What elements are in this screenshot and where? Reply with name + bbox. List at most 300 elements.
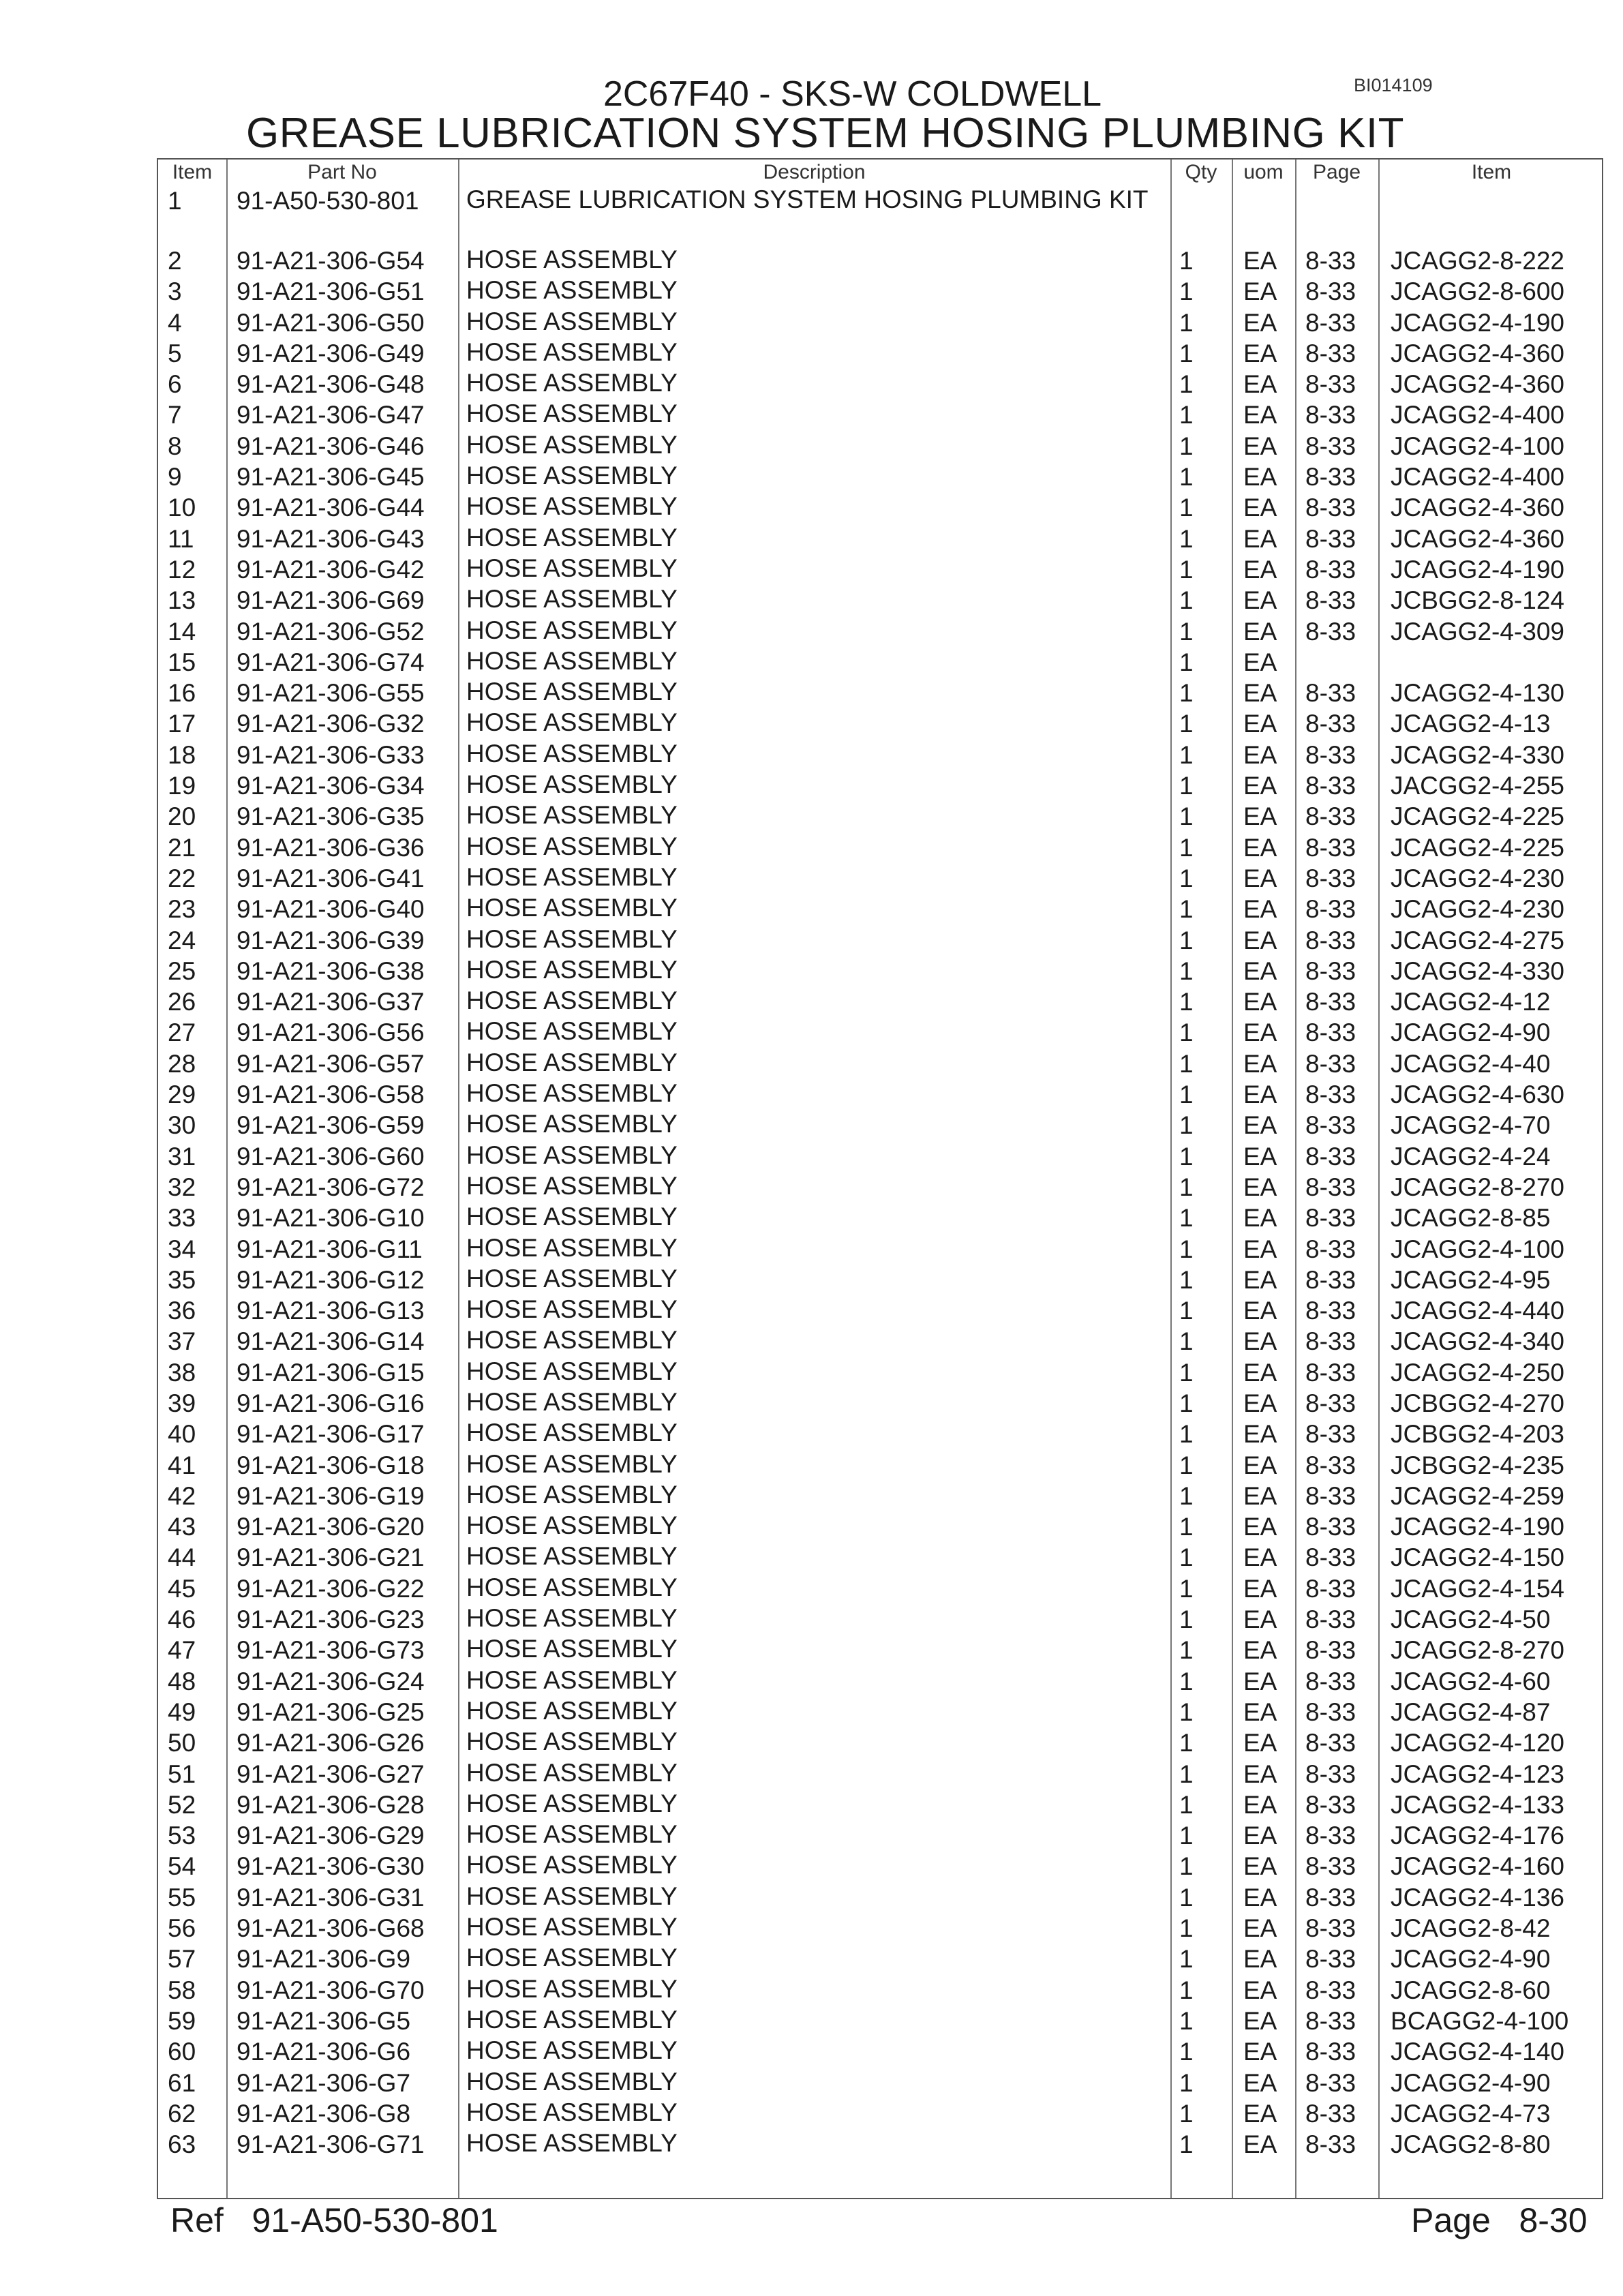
table-row <box>158 1820 1602 1851</box>
row-description: HOSE ASSEMBLY <box>466 1665 678 1694</box>
row-item-code: JCAGG2-4-259 <box>1391 1481 1564 1510</box>
row-part-number: 91-A21-306-G21 <box>237 1543 425 1572</box>
row-quantity: 1 <box>1179 339 1194 367</box>
table-row <box>158 585 1602 616</box>
row-item-code: JCAGG2-4-12 <box>1391 988 1551 1016</box>
table-row <box>158 1234 1602 1265</box>
row-part-number: 91-A21-306-G9 <box>237 1945 411 1974</box>
row-quantity: 1 <box>1179 1111 1194 1140</box>
row-item-code: JCAGG2-4-160 <box>1391 1852 1564 1881</box>
row-quantity: 1 <box>1179 1018 1194 1047</box>
row-description: HOSE ASSEMBLY <box>466 1357 678 1385</box>
row-item-code: JCAGG2-4-140 <box>1391 2038 1564 2066</box>
row-item-code: JCAGG2-4-340 <box>1391 1327 1564 1356</box>
table-row <box>158 1759 1602 1789</box>
row-item-number: 32 <box>168 1173 196 1201</box>
row-quantity: 1 <box>1179 370 1194 399</box>
table-row <box>158 925 1602 956</box>
row-item-code: JCAGG2-4-630 <box>1391 1081 1564 1109</box>
row-quantity: 1 <box>1179 1081 1194 1109</box>
row-part-number: 91-A21-306-G56 <box>237 1018 425 1047</box>
row-part-number: 91-A21-306-G51 <box>237 277 425 306</box>
row-page-reference: 8-33 <box>1305 772 1356 800</box>
row-page-reference: 8-33 <box>1305 1697 1356 1726</box>
row-item-number: 16 <box>168 679 196 708</box>
table-row <box>158 1851 1602 1882</box>
row-description: HOSE ASSEMBLY <box>466 1141 678 1169</box>
row-page-reference: 8-33 <box>1305 833 1356 862</box>
row-description: HOSE ASSEMBLY <box>466 523 678 552</box>
row-page-reference: 8-33 <box>1305 1822 1356 1850</box>
table-row <box>158 431 1602 462</box>
row-part-number: 91-A21-306-G43 <box>237 524 425 553</box>
row-unit-of-measure: EA <box>1243 1729 1277 1757</box>
row-item-code: JCAGG2-8-80 <box>1391 2130 1551 2159</box>
row-item-code: JCAGG2-4-40 <box>1391 1049 1551 1078</box>
row-unit-of-measure: EA <box>1243 2068 1277 2097</box>
row-item-code: JCAGG2-4-176 <box>1391 1822 1564 1850</box>
row-page-reference: 8-33 <box>1305 2099 1356 2128</box>
row-page-reference: 8-33 <box>1305 1081 1356 1109</box>
row-page-reference: 8-33 <box>1305 1605 1356 1634</box>
column-header-ref-item: Item <box>1471 161 1512 183</box>
row-item-code: JACGG2-4-255 <box>1391 772 1564 800</box>
row-page-reference: 8-33 <box>1305 1790 1356 1819</box>
row-item-number: 57 <box>168 1945 196 1974</box>
row-item-number: 41 <box>168 1451 196 1479</box>
table-row <box>158 863 1602 894</box>
row-item-number: 12 <box>168 555 196 584</box>
row-page-reference: 8-33 <box>1305 740 1356 769</box>
row-quantity: 1 <box>1179 1759 1194 1788</box>
row-item-number: 53 <box>168 1822 196 1850</box>
row-item-number: 40 <box>168 1420 196 1449</box>
row-part-number: 91-A21-306-G12 <box>237 1265 425 1294</box>
row-part-number: 91-A21-306-G72 <box>237 1173 425 1201</box>
table-row <box>158 1203 1602 1233</box>
row-item-code: JCAGG2-4-50 <box>1391 1605 1551 1634</box>
row-page-reference: 8-33 <box>1305 710 1356 738</box>
row-description: HOSE ASSEMBLY <box>466 1758 678 1787</box>
row-quantity: 1 <box>1179 1173 1194 1201</box>
row-item-number: 19 <box>168 772 196 800</box>
row-item-number: 51 <box>168 1759 196 1788</box>
row-item-number: 20 <box>168 802 196 831</box>
row-page-reference: 8-33 <box>1305 1235 1356 1263</box>
row-quantity: 1 <box>1179 1574 1194 1603</box>
row-item-number: 59 <box>168 2006 196 2035</box>
row-unit-of-measure: EA <box>1243 1822 1277 1850</box>
row-page-reference: 8-33 <box>1305 802 1356 831</box>
row-item-code: JCAGG2-4-90 <box>1391 1945 1551 1974</box>
row-description: HOSE ASSEMBLY <box>466 1851 678 1879</box>
row-unit-of-measure: EA <box>1243 833 1277 862</box>
row-item-number: 37 <box>168 1327 196 1356</box>
row-unit-of-measure: EA <box>1243 2130 1277 2159</box>
row-quantity: 1 <box>1179 1327 1194 1356</box>
row-unit-of-measure: EA <box>1243 1883 1277 1912</box>
row-unit-of-measure: EA <box>1243 1605 1277 1634</box>
row-item-number: 21 <box>168 833 196 862</box>
row-unit-of-measure: EA <box>1243 956 1277 985</box>
row-page-reference: 8-33 <box>1305 1204 1356 1233</box>
row-item-number: 24 <box>168 926 196 954</box>
table-row <box>158 1944 1602 1974</box>
row-quantity: 1 <box>1179 1729 1194 1757</box>
row-item-code: JCAGG2-4-330 <box>1391 956 1564 985</box>
row-description: HOSE ASSEMBLY <box>466 1573 678 1601</box>
footer-reference: Ref 91-A50-530-801 <box>170 2201 498 2239</box>
row-description: HOSE ASSEMBLY <box>466 1511 678 1540</box>
row-page-reference: 8-33 <box>1305 1914 1356 1943</box>
column-header-description: Description <box>763 161 866 183</box>
row-item-code: JCAGG2-4-154 <box>1391 1574 1564 1603</box>
row-page-reference: 8-33 <box>1305 277 1356 306</box>
row-page-reference: 8-33 <box>1305 2038 1356 2066</box>
table-row <box>158 1172 1602 1203</box>
row-quantity: 1 <box>1179 833 1194 862</box>
row-part-number: 91-A21-306-G38 <box>237 956 425 985</box>
row-item-number: 52 <box>168 1790 196 1819</box>
row-description: HOSE ASSEMBLY <box>466 1264 678 1293</box>
row-item-code: JCAGG2-4-87 <box>1391 1697 1551 1726</box>
document-title: GREASE LUBRICATION SYSTEM HOSING PLUMBING KIT <box>245 110 1405 157</box>
row-item-code: JCAGG2-4-130 <box>1391 679 1564 708</box>
row-page-reference: 8-33 <box>1305 308 1356 337</box>
row-item-code: JCAGG2-4-190 <box>1391 555 1564 584</box>
row-quantity: 1 <box>1179 1235 1194 1263</box>
row-item-code: JCBGG2-4-235 <box>1391 1451 1564 1479</box>
row-description: HOSE ASSEMBLY <box>466 1789 678 1817</box>
row-description: HOSE ASSEMBLY <box>466 554 678 582</box>
row-unit-of-measure: EA <box>1243 1265 1277 1294</box>
row-description: HOSE ASSEMBLY <box>466 1110 678 1138</box>
row-quantity: 1 <box>1179 247 1194 275</box>
row-part-number: 91-A21-306-G27 <box>237 1759 425 1788</box>
row-page-reference: 8-33 <box>1305 895 1356 924</box>
row-unit-of-measure: EA <box>1243 1976 1277 2004</box>
row-item-code: JCAGG2-4-73 <box>1391 2099 1551 2128</box>
row-page-reference: 8-33 <box>1305 1420 1356 1449</box>
row-page-reference: 8-33 <box>1305 524 1356 553</box>
document-subtitle: 2C67F40 - SKS-W COLDWELL <box>603 74 1102 114</box>
row-description: HOSE ASSEMBLY <box>466 955 678 984</box>
row-page-reference: 8-33 <box>1305 617 1356 646</box>
row-unit-of-measure: EA <box>1243 277 1277 306</box>
row-item-number: 9 <box>168 463 182 492</box>
table-row <box>158 708 1602 739</box>
table-row <box>158 770 1602 801</box>
row-page-reference: 8-33 <box>1305 401 1356 429</box>
row-item-number: 14 <box>168 617 196 646</box>
row-quantity: 1 <box>1179 555 1194 584</box>
document-id: BI014109 <box>1354 75 1433 95</box>
table-row <box>158 369 1602 399</box>
row-page-reference: 8-33 <box>1305 1667 1356 1695</box>
table-row <box>158 986 1602 1017</box>
row-item-code: JCAGG2-4-360 <box>1391 339 1564 367</box>
row-part-number: 91-A21-306-G29 <box>237 1822 425 1850</box>
row-item-number: 36 <box>168 1297 196 1325</box>
row-description: HOSE ASSEMBLY <box>466 1171 678 1200</box>
row-part-number: 91-A21-306-G18 <box>237 1451 425 1479</box>
row-part-number: 91-A21-306-G60 <box>237 1142 425 1170</box>
row-page-reference: 8-33 <box>1305 586 1356 615</box>
table-row <box>158 894 1602 924</box>
row-unit-of-measure: EA <box>1243 740 1277 769</box>
row-item-code: JCAGG2-4-360 <box>1391 494 1564 522</box>
row-part-number: 91-A21-306-G5 <box>237 2006 411 2035</box>
row-description: HOSE ASSEMBLY <box>466 430 678 459</box>
table-row <box>158 2129 1602 2160</box>
column-header-page: Page <box>1312 161 1361 183</box>
row-item-code: JCBGG2-4-203 <box>1391 1420 1564 1449</box>
row-part-number: 91-A21-306-G17 <box>237 1420 425 1449</box>
table-row <box>158 956 1602 986</box>
row-quantity: 1 <box>1179 2038 1194 2066</box>
row-description: HOSE ASSEMBLY <box>466 1820 678 1849</box>
row-quantity: 1 <box>1179 463 1194 492</box>
row-page-reference: 8-33 <box>1305 370 1356 399</box>
row-part-number: 91-A21-306-G8 <box>237 2099 411 2128</box>
row-item-number: 50 <box>168 1729 196 1757</box>
row-item-number: 34 <box>168 1235 196 1263</box>
row-description: HOSE ASSEMBLY <box>466 1295 678 1324</box>
row-quantity: 1 <box>1179 802 1194 831</box>
table-row <box>158 307 1602 338</box>
row-part-number: 91-A21-306-G36 <box>237 833 425 862</box>
row-description: HOSE ASSEMBLY <box>466 1974 678 2003</box>
row-page-reference: 8-33 <box>1305 1945 1356 1974</box>
row-description: HOSE ASSEMBLY <box>466 245 678 273</box>
row-part-number: 91-A21-306-G15 <box>237 1358 425 1387</box>
table-row <box>158 1450 1602 1481</box>
row-quantity: 1 <box>1179 1204 1194 1233</box>
table-row <box>158 801 1602 832</box>
row-item-code: JCAGG2-4-133 <box>1391 1790 1564 1819</box>
row-description: HOSE ASSEMBLY <box>466 1387 678 1416</box>
row-part-number: 91-A21-306-G54 <box>237 247 425 275</box>
row-quantity: 1 <box>1179 2006 1194 2035</box>
row-unit-of-measure: EA <box>1243 401 1277 429</box>
row-description: HOSE ASSEMBLY <box>466 462 678 490</box>
row-description: HOSE ASSEMBLY <box>466 678 678 706</box>
table-row <box>158 1110 1602 1141</box>
row-unit-of-measure: EA <box>1243 308 1277 337</box>
row-part-number: 91-A21-306-G13 <box>237 1297 425 1325</box>
row-part-number: 91-A21-306-G39 <box>237 926 425 954</box>
row-description: HOSE ASSEMBLY <box>466 585 678 614</box>
table-row <box>158 1017 1602 1048</box>
row-item-code: JCAGG2-4-95 <box>1391 1265 1551 1294</box>
row-description: HOSE ASSEMBLY <box>466 369 678 397</box>
row-page-reference: 8-33 <box>1305 1142 1356 1170</box>
column-header-uom: uom <box>1243 161 1284 183</box>
table-row <box>158 1727 1602 1758</box>
row-part-number: 91-A21-306-G71 <box>237 2130 425 2159</box>
row-item-code: JCAGG2-8-85 <box>1391 1204 1551 1233</box>
row-description: HOSE ASSEMBLY <box>466 1449 678 1478</box>
row-page-reference: 8-33 <box>1305 864 1356 892</box>
row-item-code: JCAGG2-4-360 <box>1391 370 1564 399</box>
table-row <box>158 740 1602 770</box>
row-page-reference: 8-33 <box>1305 1729 1356 1757</box>
row-part-number: 91-A21-306-G23 <box>237 1605 425 1634</box>
table-row <box>158 1388 1602 1419</box>
row-unit-of-measure: EA <box>1243 772 1277 800</box>
table-row <box>158 2036 1602 2067</box>
row-item-number: 15 <box>168 648 196 676</box>
row-unit-of-measure: EA <box>1243 617 1277 646</box>
row-page-reference: 8-33 <box>1305 1265 1356 1294</box>
row-item-number: 17 <box>168 710 196 738</box>
row-description: HOSE ASSEMBLY <box>466 1048 678 1076</box>
row-part-number: 91-A21-306-G40 <box>237 895 425 924</box>
row-part-number: 91-A21-306-G49 <box>237 339 425 367</box>
row-item-code: JCAGG2-4-190 <box>1391 308 1564 337</box>
row-quantity: 1 <box>1179 432 1194 460</box>
row-quantity: 1 <box>1179 1142 1194 1170</box>
row-description: HOSE ASSEMBLY <box>466 2067 678 2096</box>
row-quantity: 1 <box>1179 308 1194 337</box>
parts-table <box>157 158 1603 2199</box>
row-item-number: 4 <box>168 308 182 337</box>
row-item-code: JCAGG2-4-400 <box>1391 463 1564 492</box>
row-item-number: 39 <box>168 1389 196 1417</box>
table-row <box>158 2098 1602 2129</box>
row-page-reference: 8-33 <box>1305 1513 1356 1541</box>
row-part-number: 91-A21-306-G48 <box>237 370 425 399</box>
row-item-number: 33 <box>168 1204 196 1233</box>
row-quantity: 1 <box>1179 1697 1194 1726</box>
row-quantity: 1 <box>1179 1945 1194 1974</box>
row-item-number: 5 <box>168 339 182 367</box>
row-item-number: 38 <box>168 1358 196 1387</box>
row-quantity: 1 <box>1179 524 1194 553</box>
row-unit-of-measure: EA <box>1243 1636 1277 1665</box>
row-quantity: 1 <box>1179 1822 1194 1850</box>
row-part-number: 91-A21-306-G44 <box>237 494 425 522</box>
table-row <box>158 1542 1602 1573</box>
row-description: HOSE ASSEMBLY <box>466 616 678 644</box>
row-item-number: 61 <box>168 2068 196 2097</box>
row-item-number: 63 <box>168 2130 196 2159</box>
row-item-code: BCAGG2-4-100 <box>1391 2006 1569 2035</box>
row-unit-of-measure: EA <box>1243 524 1277 553</box>
table-row <box>158 1666 1602 1697</box>
row-item-code: JCAGG2-4-120 <box>1391 1729 1564 1757</box>
row-part-number: 91-A21-306-G6 <box>237 2038 411 2066</box>
column-header-qty: Qty <box>1185 161 1217 183</box>
table-row <box>158 1604 1602 1635</box>
row-page-reference: 8-33 <box>1305 463 1356 492</box>
row-item-number: 6 <box>168 370 182 399</box>
row-item-number: 23 <box>168 895 196 924</box>
row-description: HOSE ASSEMBLY <box>466 2036 678 2065</box>
row-item-number: 55 <box>168 1883 196 1912</box>
row-part-number: 91-A21-306-G73 <box>237 1636 425 1665</box>
row-unit-of-measure: EA <box>1243 1111 1277 1140</box>
row-item-code: JCAGG2-4-123 <box>1391 1759 1564 1788</box>
row-item-code: JCAGG2-8-270 <box>1391 1173 1564 1201</box>
row-quantity: 1 <box>1179 710 1194 738</box>
row-unit-of-measure: EA <box>1243 1018 1277 1047</box>
row-item-code: JCAGG2-8-42 <box>1391 1914 1551 1943</box>
row-item-number: 44 <box>168 1543 196 1572</box>
table-row <box>158 678 1602 708</box>
row-quantity: 1 <box>1179 740 1194 769</box>
row-page-reference: 8-33 <box>1305 988 1356 1016</box>
row-unit-of-measure: EA <box>1243 1297 1277 1325</box>
row-unit-of-measure: EA <box>1243 648 1277 676</box>
row-part-number: 91-A21-306-G58 <box>237 1081 425 1109</box>
table-row <box>158 1295 1602 1326</box>
row-unit-of-measure: EA <box>1243 432 1277 460</box>
row-part-number: 91-A21-306-G14 <box>237 1327 425 1356</box>
row-quantity: 1 <box>1179 648 1194 676</box>
row-page-reference: 8-33 <box>1305 1883 1356 1912</box>
row-quantity: 1 <box>1179 679 1194 708</box>
row-unit-of-measure: EA <box>1243 2038 1277 2066</box>
row-item-number: 42 <box>168 1481 196 1510</box>
table-row <box>158 1573 1602 1604</box>
row-quantity: 1 <box>1179 926 1194 954</box>
row-item-number: 62 <box>168 2099 196 2128</box>
table-row <box>158 1511 1602 1542</box>
row-part-number: 91-A21-306-G37 <box>237 988 425 1016</box>
row-unit-of-measure: EA <box>1243 370 1277 399</box>
row-part-number: 91-A21-306-G46 <box>237 432 425 460</box>
table-row <box>158 1975 1602 2006</box>
row-page-reference: 8-33 <box>1305 2130 1356 2159</box>
row-part-number: 91-A21-306-G35 <box>237 802 425 831</box>
row-unit-of-measure: EA <box>1243 1852 1277 1881</box>
row-unit-of-measure: EA <box>1243 926 1277 954</box>
row-part-number: 91-A21-306-G68 <box>237 1914 425 1943</box>
row-item-number: 35 <box>168 1265 196 1294</box>
table-row <box>158 832 1602 863</box>
row-page-reference: 8-33 <box>1305 679 1356 708</box>
row-part-number: 91-A21-306-G22 <box>237 1574 425 1603</box>
table-row <box>158 1048 1602 1079</box>
row-page-reference: 8-33 <box>1305 1297 1356 1325</box>
row-description: HOSE ASSEMBLY <box>466 492 678 521</box>
row-description: HOSE ASSEMBLY <box>466 1635 678 1663</box>
row-item-code: JCAGG2-4-100 <box>1391 432 1564 460</box>
table-row <box>158 399 1602 430</box>
row-description: HOSE ASSEMBLY <box>466 337 678 366</box>
row-unit-of-measure: EA <box>1243 339 1277 367</box>
row-item-code: JCAGG2-8-600 <box>1391 277 1564 306</box>
row-item-number: 58 <box>168 1976 196 2004</box>
row-description: HOSE ASSEMBLY <box>466 832 678 860</box>
row-quantity: 1 <box>1179 1513 1194 1541</box>
row-page-reference: 8-33 <box>1305 926 1356 954</box>
column-header-item: Item <box>172 161 213 183</box>
row-quantity: 1 <box>1179 1667 1194 1695</box>
row-item-code: JCAGG2-4-24 <box>1391 1142 1551 1170</box>
row-quantity: 1 <box>1179 1914 1194 1943</box>
table-row <box>158 524 1602 554</box>
row-part-number: 91-A21-306-G74 <box>237 648 425 676</box>
row-quantity: 1 <box>1179 2099 1194 2128</box>
row-unit-of-measure: EA <box>1243 494 1277 522</box>
row-part-number: 91-A21-306-G42 <box>237 555 425 584</box>
row-item-code: JCBGG2-8-124 <box>1391 586 1564 615</box>
row-item-number: 29 <box>168 1081 196 1109</box>
row-page-reference: 8-33 <box>1305 1173 1356 1201</box>
row-page-reference: 8-33 <box>1305 1759 1356 1788</box>
